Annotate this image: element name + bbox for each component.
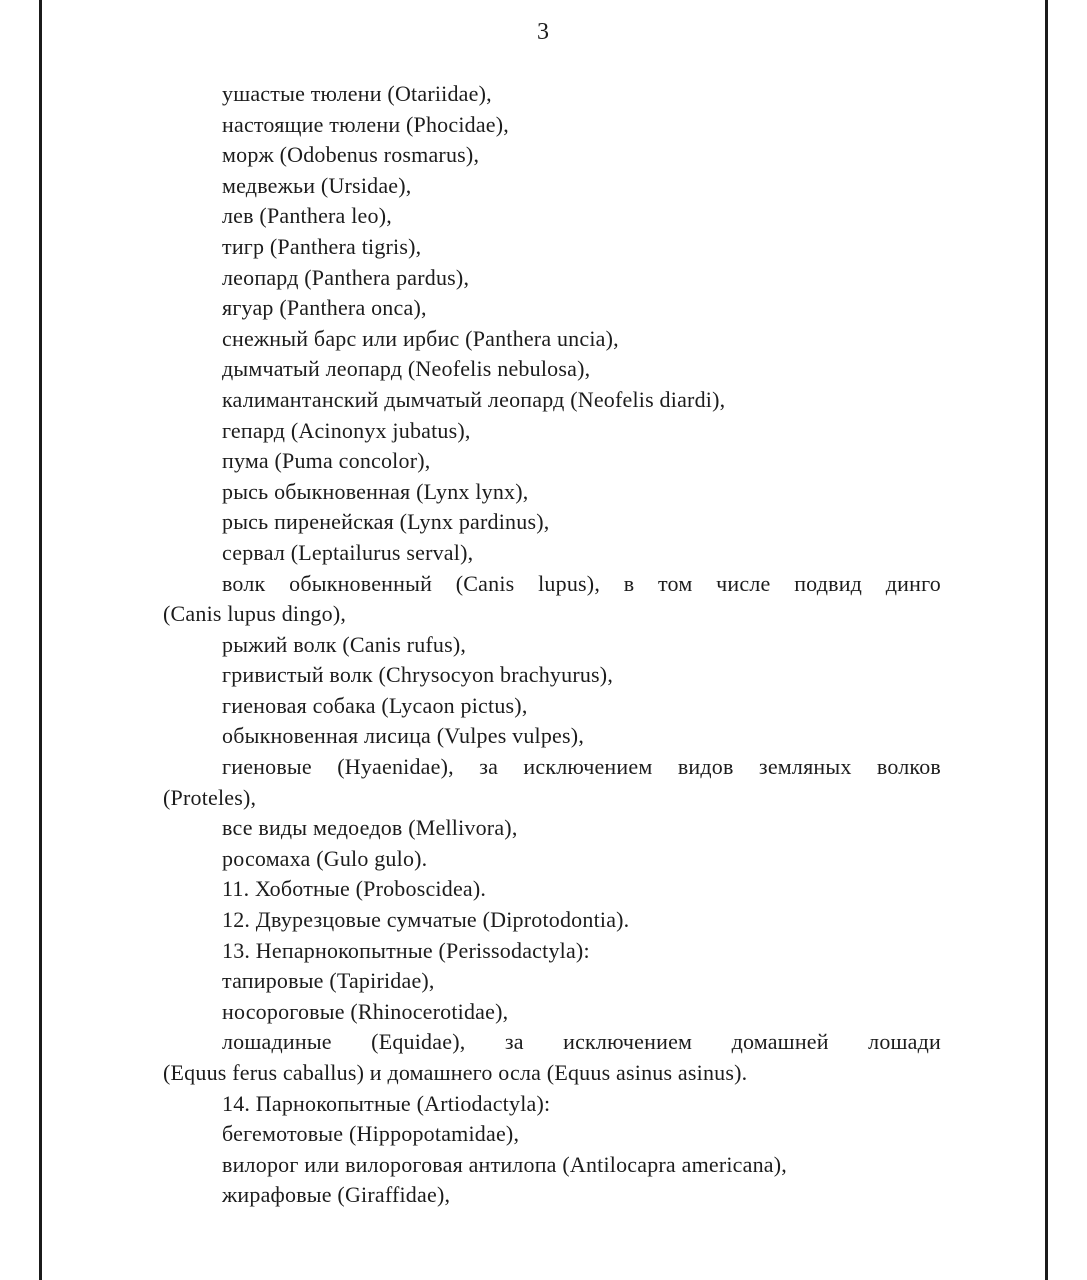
document-line: вилорог или вилороговая антилопа (Antilocapra americana), — [222, 1151, 787, 1177]
document-line: лошадиные (Equidae), за исключением домашней лошади — [222, 1029, 941, 1055]
document-line: гепард (Acinonyx jubatus), — [222, 417, 471, 443]
document-line: дымчатый леопард (Neofelis nebulosa), — [222, 356, 591, 382]
document-line: росомаха (Gulo gulo). — [222, 845, 428, 871]
document-line: ушастые тюлени (Otariidae), — [222, 81, 492, 106]
document-line: медвежьи (Ursidae), — [222, 172, 412, 198]
document-line: гиеновая собака (Lycaon pictus), — [222, 692, 528, 718]
document-line: 12. Двурезцовые сумчатые (Diprotodontia). — [222, 907, 630, 933]
document-line: бегемотовые (Hippopotamidae), — [222, 1121, 520, 1147]
document-line: сервал (Leptailurus serval), — [222, 539, 474, 565]
document-line: жирафовые (Giraffidae), — [222, 1182, 451, 1208]
page-border-right — [1045, 0, 1048, 1280]
document-line: ягуар (Panthera onca), — [222, 295, 427, 321]
document-line: гиеновые (Hyaenidae), за исключением видов земляных волков — [222, 754, 941, 780]
document-line: морж (Odobenus rosmarus), — [222, 142, 480, 168]
document-line: леопард (Panthera pardus), — [222, 264, 470, 290]
document-line: все виды медоедов (Mellivora), — [222, 815, 518, 841]
document-text-block — [163, 79, 941, 1211]
document-line: пума (Puma concolor), — [222, 448, 431, 474]
document-line: гривистый волк (Chrysocyon brachyurus), — [222, 662, 614, 688]
document-line: настоящие тюлени (Phocidae), — [222, 111, 509, 137]
page-border-left — [39, 0, 42, 1280]
document-line: тигр (Panthera tigris), — [222, 233, 422, 259]
document-line: рыжий волк (Canis rufus), — [222, 631, 467, 657]
document-line: (Canis lupus dingo), — [163, 601, 347, 627]
document-line: снежный барс или ирбис (Panthera uncia), — [222, 325, 619, 351]
page-number: 3 — [537, 19, 549, 45]
document-line: тапировые (Tapiridae), — [222, 968, 435, 994]
document-line: 14. Парнокопытные (Artiodactyla): — [222, 1090, 551, 1116]
document-line: калимантанский дымчатый леопард (Neofelis diardi), — [222, 386, 726, 412]
document-line: (Proteles), — [163, 784, 257, 810]
document-line: лев (Panthera leo), — [222, 203, 392, 229]
document-line: обыкновенная лисица (Vulpes vulpes), — [222, 723, 585, 749]
document-line: рысь пиренейская (Lynx pardinus), — [222, 509, 550, 535]
document-line: 13. Непарнокопытные (Perissodactyla): — [222, 937, 590, 963]
document-line: рысь обыкновенная (Lynx lynx), — [222, 478, 529, 504]
document-line: волк обыкновенный (Canis lupus), в том числе подвид динго — [222, 570, 941, 596]
document-line: 11. Хоботные (Proboscidea). — [222, 876, 487, 902]
document-line: носороговые (Rhinocerotidae), — [222, 998, 509, 1024]
document-line: (Equus ferus caballus) и домашнего осла (Equus asinus asinus). — [163, 1060, 748, 1085]
